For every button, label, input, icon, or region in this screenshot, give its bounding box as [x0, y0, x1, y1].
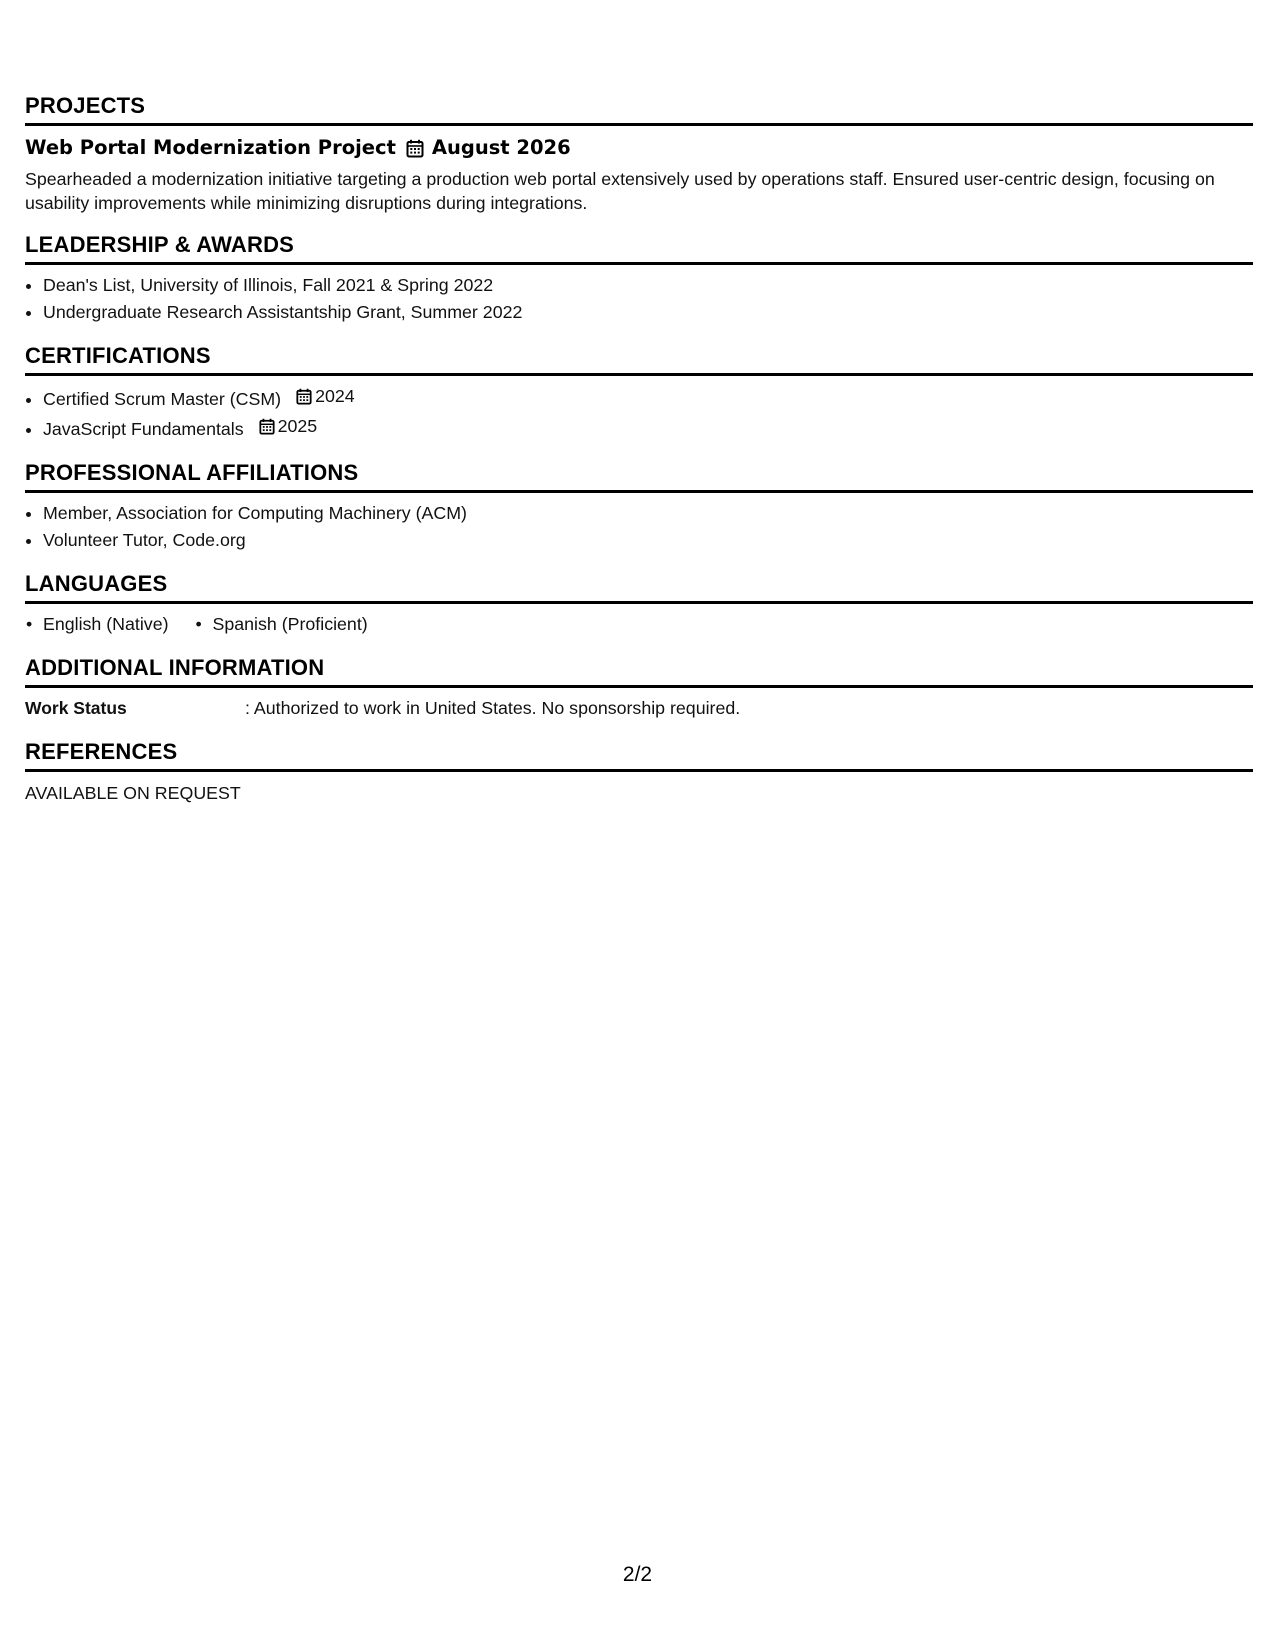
projects-heading: PROJECTS [25, 93, 1253, 126]
list-item: • Member, Association for Computing Machinery (ACM) [43, 500, 1253, 527]
list-item: • Undergraduate Research Assistantship Grant, Summer 2022 [43, 299, 1253, 326]
list-item: • English (Native) [25, 611, 169, 638]
languages-list [25, 611, 1253, 638]
page-number: 2/2 [622, 1563, 653, 1586]
affiliations-list [25, 500, 1253, 554]
references-section [25, 739, 1253, 805]
references-text: AVAILABLE ON REQUEST [25, 783, 241, 803]
affiliations-heading: PROFESSIONAL AFFILIATIONS [25, 460, 1253, 493]
additional-heading: ADDITIONAL INFORMATION [25, 655, 1253, 688]
calendar-icon [259, 418, 275, 435]
leadership-heading: LEADERSHIP & AWARDS [25, 232, 1253, 265]
project-date [406, 135, 571, 161]
certification-date [259, 413, 318, 440]
list-item [43, 383, 1253, 413]
work-status-value: : Authorized to work in United States. No sponsorship required. [245, 698, 741, 718]
certifications-list [25, 383, 1253, 443]
calendar-icon [296, 388, 312, 405]
projects-section [25, 93, 1253, 215]
certification-year: 2025 [277, 416, 318, 436]
references-heading: REFERENCES [25, 739, 1253, 772]
project-date-text: August 2026 [431, 136, 571, 159]
languages-heading: LANGUAGES [25, 571, 1253, 604]
certifications-heading: CERTIFICATIONS [25, 343, 1253, 376]
additional-section [25, 655, 1253, 722]
work-status-label: Work Status [25, 698, 127, 718]
certifications-section [25, 343, 1253, 443]
list-item: • Spanish (Proficient) [195, 611, 368, 638]
leadership-section [25, 232, 1253, 326]
project-name: Web Portal Modernization Project [25, 136, 396, 159]
certification-date [296, 383, 355, 410]
resume-page [25, 93, 1253, 822]
list-item: • Dean's List, University of Illinois, Fall 2021 & Spring 2022 [43, 272, 1253, 299]
calendar-icon [406, 139, 424, 158]
certification-name: Certified Scrum Master (CSM) [43, 389, 282, 409]
certification-year: 2024 [315, 386, 355, 406]
list-item [43, 413, 1253, 443]
affiliations-section [25, 460, 1253, 554]
list-item: • Volunteer Tutor, Code.org [43, 527, 1253, 554]
languages-section [25, 571, 1253, 638]
work-status-row [25, 695, 1253, 722]
project-header [25, 135, 1253, 161]
project-description: Spearheaded a modernization initiative targeting a production web portal extensively used by operations staff. Ensured user-centric design, focusing on usability improvements while minimizing disruptions during integrations. [25, 169, 1215, 213]
leadership-list [25, 272, 1253, 326]
certification-name: JavaScript Fundamentals [43, 419, 244, 439]
